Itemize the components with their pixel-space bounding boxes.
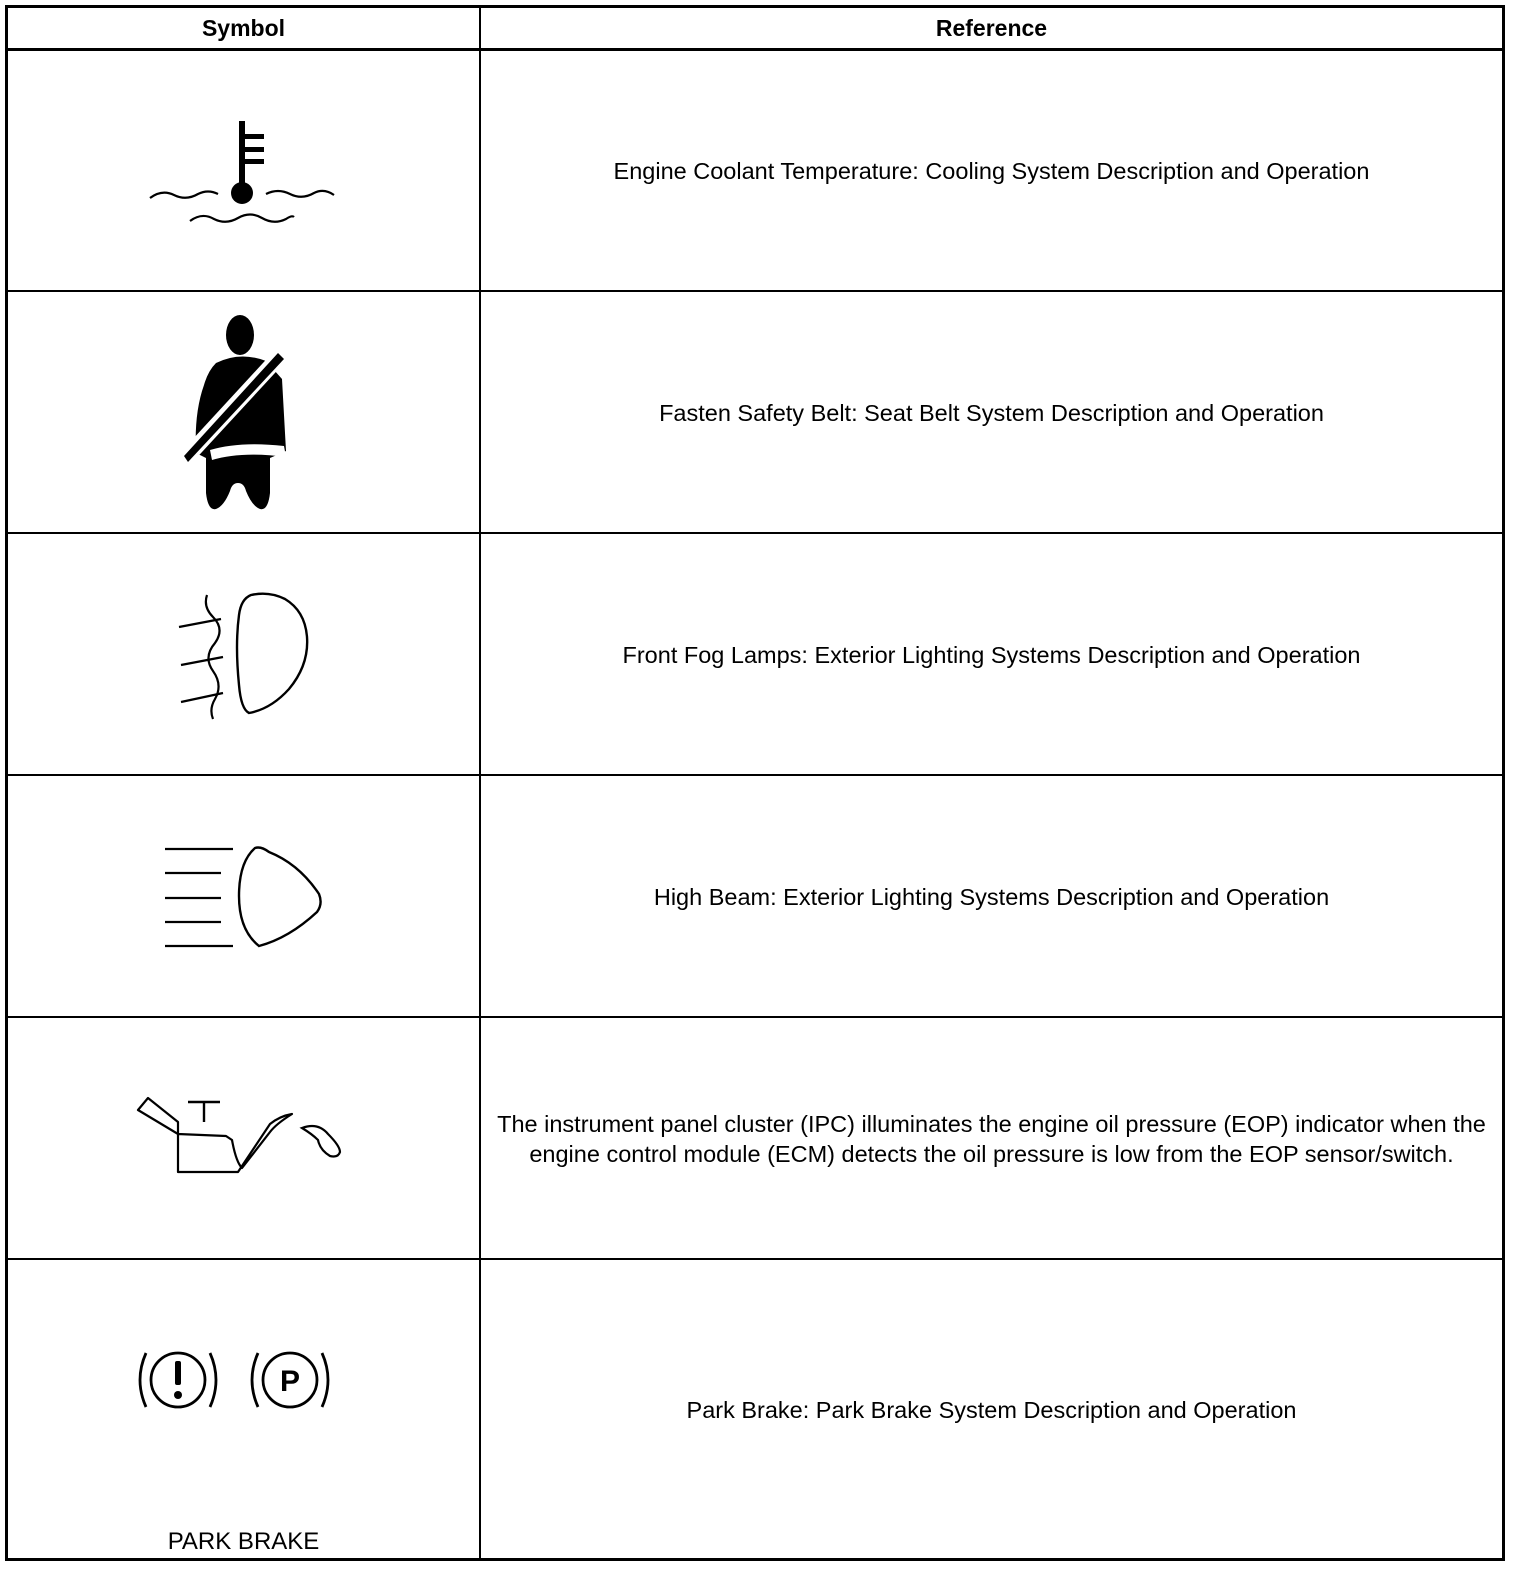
table-row-reference-cell <box>481 1019 1502 1258</box>
header-reference-label: Reference <box>935 14 1048 41</box>
row-divider <box>8 532 1502 534</box>
table-row-symbol-cell <box>8 777 479 1016</box>
table-row-symbol-cell <box>8 293 479 532</box>
reference-text: The instrument panel cluster (IPC) illuminates the engine oil pressure (EOP) indicator when the engine control module (ECM) detects the oil pressure is low from the EOP sensor/switch. <box>497 1110 1486 1167</box>
header-cell-symbol <box>8 8 479 48</box>
table-row-reference-cell <box>481 1261 1502 1558</box>
table-row-reference-cell <box>481 535 1502 774</box>
table-row-symbol-cell <box>8 535 479 774</box>
table-row-symbol-cell <box>8 1261 479 1558</box>
park-brake-caption: PARK BRAKE <box>167 1528 320 1555</box>
table-row-symbol-cell <box>8 51 479 290</box>
header-symbol-label: Symbol <box>201 14 286 41</box>
svg-text:P: P <box>279 1365 300 1398</box>
table-row-reference-cell <box>481 777 1502 1016</box>
table-row-symbol-cell <box>8 1019 479 1258</box>
park-brake-icon <box>134 1335 354 1425</box>
row-divider <box>8 290 1502 292</box>
reference-text: Fasten Safety Belt: Seat Belt System Description and Operation <box>659 399 1324 426</box>
reference-text: Engine Coolant Temperature: Cooling System Description and Operation <box>613 157 1370 184</box>
front-fog-lamp-icon <box>169 585 319 725</box>
row-divider <box>8 1016 1502 1018</box>
reference-text: High Beam: Exterior Lighting Systems Description and Operation <box>653 883 1330 910</box>
oil-can-icon <box>134 1094 354 1184</box>
row-divider <box>8 1258 1502 1260</box>
table-row-reference-cell <box>481 293 1502 532</box>
table-row-reference-cell <box>481 51 1502 290</box>
seat-belt-icon <box>174 313 314 513</box>
reference-text: Front Fog Lamps: Exterior Lighting Systems Description and Operation <box>622 641 1361 668</box>
header-cell-reference <box>481 8 1502 48</box>
symbol-reference-table <box>5 5 1505 1561</box>
reference-text: Park Brake: Park Brake System Description and Operation <box>686 1396 1297 1423</box>
row-divider <box>8 774 1502 776</box>
high-beam-icon <box>159 842 329 952</box>
engine-coolant-temperature-icon <box>144 111 344 231</box>
